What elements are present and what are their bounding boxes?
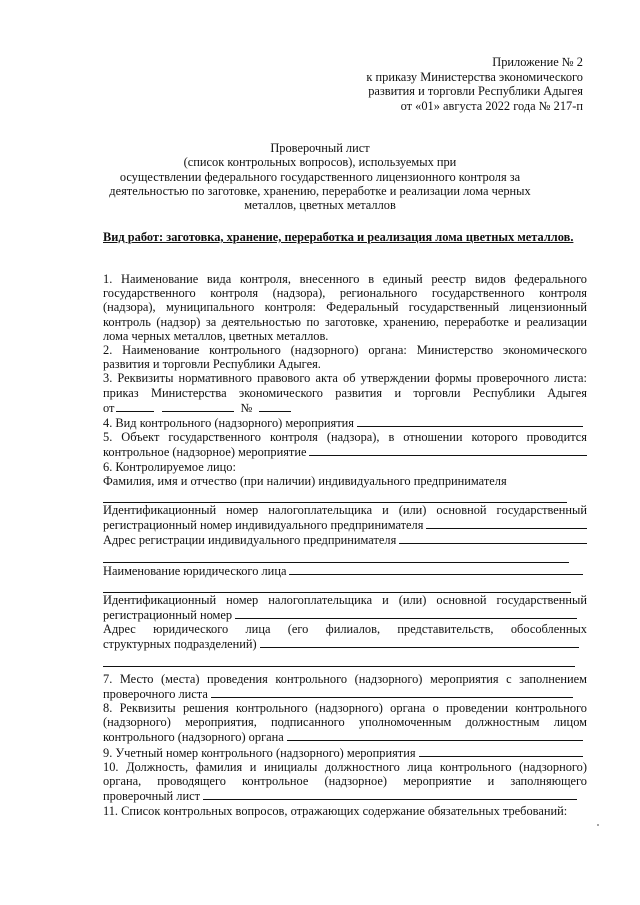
title-line: деятельностью по заготовке, хранению, переработке и реализации лома черных	[109, 183, 531, 198]
item-6-inn2-field[interactable]	[235, 607, 577, 619]
item-6-line: 6. Контролируемое лицо:	[103, 459, 236, 474]
item-4-label: 4. Вид контрольного (надзорного) мероприятия	[103, 416, 355, 431]
item-8-line: (надзорного) мероприятия, подписанного уполномоченным должностным лицом	[103, 715, 587, 730]
item-10-field[interactable]	[203, 788, 577, 800]
item-6-inn-label: регистрационный номер индивидуального предпринимателя	[103, 518, 424, 533]
title-line: металлов, цветных металлов	[244, 198, 396, 213]
scan-speck	[597, 824, 599, 826]
item-1-line: (надзора), муниципального контроля: Федеральный государственный лицензионный	[103, 300, 587, 315]
item-5-field[interactable]	[309, 444, 587, 456]
item-7-label: проверочного листа	[103, 686, 208, 701]
item-7-line: 7. Место (места) проведения контрольного (надзорного) мероприятия с заполнением	[103, 671, 587, 686]
item-6-addr-line	[103, 532, 587, 547]
item-6-inn2-line	[103, 607, 577, 622]
item-6-inn-line	[103, 517, 587, 532]
item-7-field[interactable]	[211, 686, 573, 698]
checklist-items	[103, 272, 587, 818]
item-6-inn-field[interactable]	[426, 517, 587, 529]
item-1-line: контроль (надзор) за деятельностью по заготовке, хранению, переработке и реализации	[103, 314, 587, 329]
number-field[interactable]	[259, 400, 291, 412]
item-6-legal-line	[103, 636, 579, 651]
item-6-inn-line: Идентификационный номер налогоплательщика и (или) основной государственный	[103, 503, 587, 518]
item-10-line	[103, 788, 577, 803]
item-6-inn2-line: Идентификационный номер налогоплательщика и (или) основной государственный	[103, 592, 587, 607]
number-label: №	[240, 400, 253, 415]
item-10-line: органа, проводящего контрольное (надзорное) мероприятие и заполняющего	[103, 774, 587, 789]
appendix-line: Приложение № 2	[492, 55, 583, 69]
date-field[interactable]	[162, 400, 234, 412]
item-5-label: контрольное (надзорное) мероприятие	[103, 445, 307, 460]
appendix-line: от «01» августа 2022 года № 217-п	[400, 98, 583, 113]
item-6-legal-field[interactable]	[260, 636, 579, 648]
item-5-line: 5. Объект государственного контроля (надзора), в отношении которого проводится	[103, 430, 587, 445]
item-1-line: 1. Наименование вида контроля, внесенного в единый реестр видов федерального	[103, 272, 587, 286]
appendix-line: развития и торговли Республики Адыгея	[368, 84, 583, 98]
appendix-header	[283, 55, 583, 113]
item-6-addr-field[interactable]	[399, 532, 587, 544]
item-2-line: 2. Наименование контрольного (надзорного) органа: Министерство экономического	[103, 343, 587, 358]
item-9-label: 9. Учетный номер контрольного (надзорного) мероприятия	[103, 745, 416, 760]
item-5-line	[103, 444, 587, 459]
item-8-line: 8. Реквизиты решения контрольного (надзорного) органа о проведении контрольного	[103, 701, 587, 716]
item-6-legal-label: структурных подразделений)	[103, 637, 257, 652]
item-4-line	[103, 415, 583, 430]
item-10-line: 10. Должность, фамилия и инициалы должностного лица контрольного (надзорного)	[103, 759, 587, 774]
from-label: от	[103, 400, 115, 415]
item-1-line: государственного контроля (надзора), регионального государственного контроля	[103, 286, 587, 301]
item-10-label: проверочный лист	[103, 789, 201, 804]
item-8-field[interactable]	[287, 729, 583, 741]
item-6-inn2-label: регистрационный номер	[103, 608, 233, 623]
item-1-line: лома черных металлов, цветных металлов.	[103, 328, 329, 343]
item-6-name-field[interactable]	[289, 563, 583, 575]
item-2-line: развития и торговли Республики Адыгея.	[103, 357, 321, 372]
date-day-field[interactable]	[116, 400, 154, 412]
work-type: Вид работ: заготовка, хранение, переработка и реализация лома цветных металлов.	[103, 230, 574, 244]
title-line: Проверочный лист	[270, 141, 370, 155]
item-4-field[interactable]	[357, 415, 583, 427]
item-7-line	[103, 686, 573, 701]
item-6-legal-extra-field[interactable]	[103, 652, 575, 667]
item-6-legal-line: Адрес юридического лица (его филиалов, представительств, обособленных	[103, 622, 587, 637]
item-3-date-line	[103, 400, 587, 415]
title-line: осуществлении федерального государственного лицензионного контроля за	[119, 169, 521, 184]
item-6-fio-field[interactable]	[103, 488, 567, 503]
item-9-line	[103, 745, 583, 760]
item-3-line: 3. Реквизиты нормативного правового акта об утверждении формы проверочного листа:	[103, 371, 587, 386]
appendix-line: к приказу Министерства экономического	[366, 69, 583, 84]
item-6-addr-label: Адрес регистрации индивидуального предпринимателя	[103, 533, 397, 548]
item-11-line: 11. Список контрольных вопросов, отражающих содержание обязательных требований:	[103, 803, 568, 818]
title-line: (список контрольных вопросов), используемых при	[183, 155, 457, 170]
item-6-name-label: Наименование юридического лица	[103, 563, 287, 578]
item-6-fio-label: Фамилия, имя и отчество (при наличии) индивидуального предпринимателя	[103, 473, 507, 488]
item-9-field[interactable]	[419, 745, 583, 757]
item-8-line	[103, 729, 583, 744]
document-title	[100, 141, 540, 212]
item-8-label: контрольного (надзорного) органа	[103, 730, 284, 745]
item-6-name-line	[103, 563, 583, 578]
item-3-line: приказ Министерства экономического развития и торговли Республики Адыгея	[103, 385, 587, 400]
item-6-name-extra-field[interactable]	[103, 578, 571, 593]
item-6-addr-extra-field[interactable]	[103, 548, 569, 563]
